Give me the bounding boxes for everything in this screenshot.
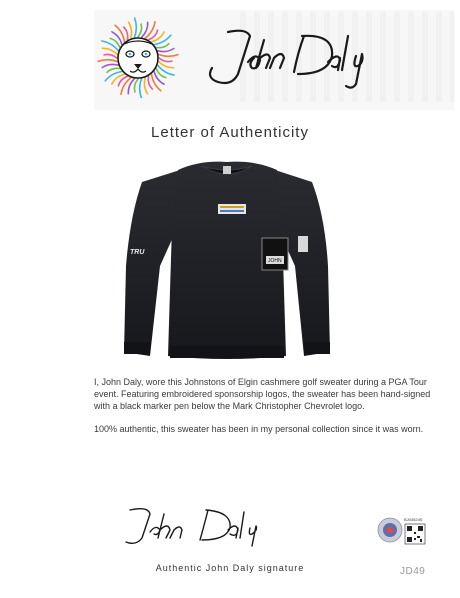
paragraph-1: I, John Daly, wore this Johnstons of Elgin cashmere golf sweater during a PGA Tour event. Featuring embroidered sponsorship logos, the sweater has been hand-signed with a black marker pen below the Mark Christopher Chevrolet logo. xyxy=(94,377,431,411)
lion-mane-stroke xyxy=(118,76,127,86)
sleeve-text: TRU xyxy=(130,249,145,256)
lion-mane-stroke xyxy=(102,64,118,67)
lion-mane-stroke xyxy=(110,38,120,47)
signature-caption: Authentic John Daly signature xyxy=(155,563,305,573)
paragraph-2: 100% authentic, this sweater has been in my personal collection since it was worn. xyxy=(94,424,424,434)
sweater-photo xyxy=(120,156,335,368)
footer-signature xyxy=(120,502,280,550)
lion-mane-stroke xyxy=(138,24,142,37)
hologram-serial: BJ04524S xyxy=(404,517,423,522)
lion-mane-stroke xyxy=(140,79,142,98)
header-signature xyxy=(198,22,368,92)
lion-mane-stroke xyxy=(134,79,138,92)
lion-mane-stroke xyxy=(128,79,134,94)
lion-mane-stroke xyxy=(159,58,172,62)
lion-mane-stroke xyxy=(159,62,174,68)
letter-title: Letter of Authenticity xyxy=(151,124,309,141)
tag-text: JOHN xyxy=(268,258,282,264)
lion-mane-stroke xyxy=(159,54,178,56)
lion-mane-stroke xyxy=(156,69,166,78)
lion-mane-stroke xyxy=(158,49,174,52)
lion-mane-stroke xyxy=(129,22,132,38)
lion-mane-stroke xyxy=(149,30,158,40)
lion-mane-stroke xyxy=(104,54,117,58)
document-code: JD49 xyxy=(400,566,426,577)
authentication-hologram xyxy=(377,512,437,548)
letter-body xyxy=(94,376,434,446)
lion-head-icon xyxy=(96,14,180,98)
lion-mane-stroke xyxy=(102,48,117,54)
lion-mane-stroke xyxy=(144,78,147,94)
lion-mane-stroke xyxy=(98,60,117,62)
lion-mane-stroke xyxy=(134,18,136,37)
lion-mane-stroke xyxy=(142,22,148,37)
